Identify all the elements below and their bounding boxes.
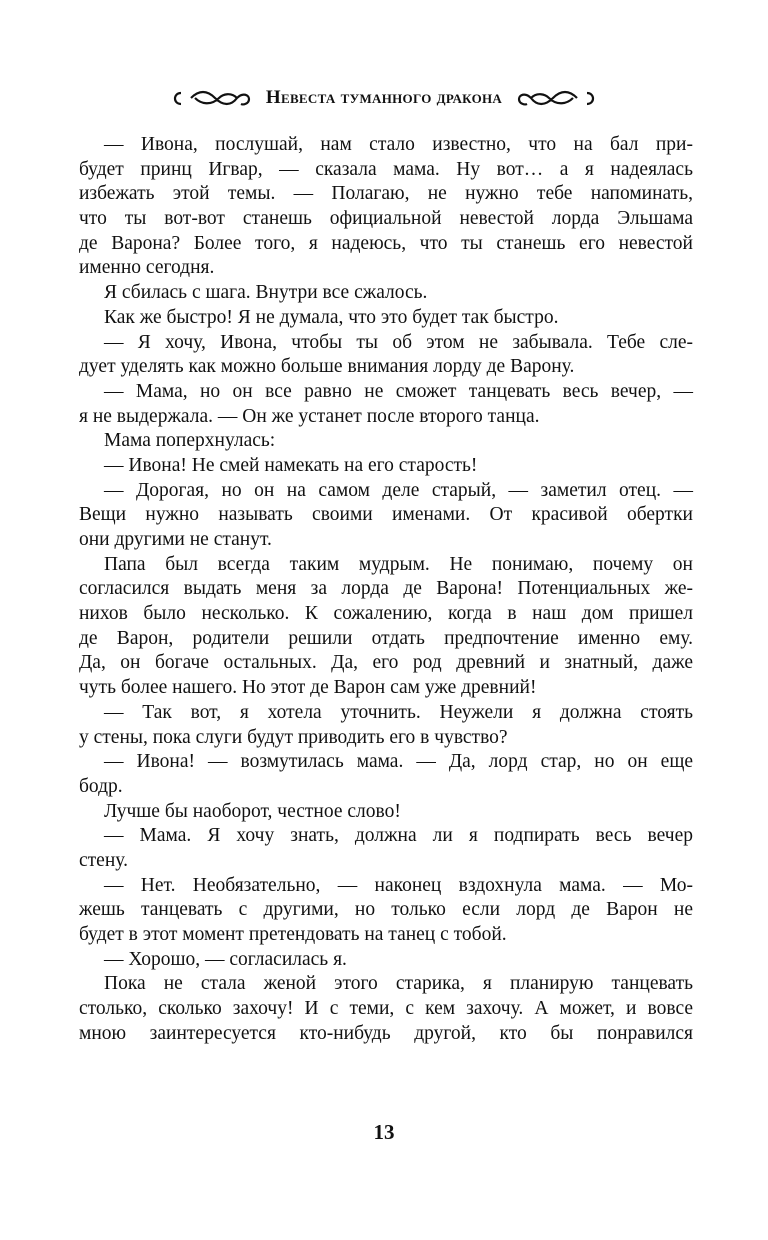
text-line: — Нет. Необязательно, — наконец вздохнула мама. — Мо-	[104, 874, 693, 896]
text-line: они другими не станут.	[79, 529, 272, 550]
text-line: у стены, пока слуги будут приводить его в чувство?	[79, 726, 508, 748]
text-line: де Варона? Более того, я надеюсь, что ты станешь его невестой	[79, 232, 693, 254]
text-line: — Дорогая, но он на самом деле старый, — заметил отец. —	[104, 479, 693, 501]
text-line: избежать этой темы. — Полагаю, не нужно тебе напоминать,	[79, 183, 693, 205]
text-line: — Ивона! — возмутилась мама. — Да, лорд стар, но он еще	[104, 751, 693, 773]
text-line: стену.	[79, 849, 128, 871]
text-line: согласился выдать меня за лорда де Варона! Потенциальных же-	[79, 578, 693, 600]
book-title: Невеста туманного дракона	[265, 86, 503, 108]
text-line: что ты вот-вот станешь официальной невестой лорда Эльшама	[79, 208, 693, 230]
text-line: Мама поперхнулась:	[104, 430, 276, 452]
text-line: — Хорошо, — согласилась я.	[104, 948, 347, 970]
text-line: бодр.	[79, 775, 123, 797]
text-line: Как же быстро! Я не думала, что это будет так быстро.	[104, 306, 559, 328]
text-line: я не выдержала. — Он же устанет после второго танца.	[79, 405, 540, 427]
text-line: Я сбилась с шага. Внутри все сжалось.	[104, 282, 428, 304]
text-line: мною заинтересуется кто-нибудь другой, кто бы понравился	[79, 1022, 693, 1044]
text-line: будет принц Игвар, — сказала мама. Ну вот… а я надеялась	[79, 158, 693, 180]
ornament-right-icon	[515, 87, 597, 109]
text-line: будет в этот момент претендовать на танец с тобой.	[79, 924, 507, 945]
text-line: столько, сколько захочу! И с теми, с кем захочу. А может, и вовсе	[79, 998, 693, 1020]
text-line: Вещи нужно называть своими именами. От красивой обертки	[79, 504, 693, 526]
text-line: Папа был всегда таким мудрым. Не понимаю, почему он	[104, 553, 693, 575]
text-line: Пока не стала женой этого старика, я планирую танцевать	[104, 973, 693, 995]
text-line: — Я хочу, Ивона, чтобы ты об этом не забывала. Тебе сле-	[104, 331, 693, 353]
text-line: — Ивона, послушай, нам стало известно, что на бал при-	[104, 134, 693, 155]
page-number: 13	[373, 1120, 395, 1144]
text-line: — Ивона! Не смей намекать на его старость!	[104, 454, 478, 476]
text-line: нихов было несколько. К сожалению, когда в наш дом пришел	[79, 603, 693, 625]
text-line: Да, он богаче остальных. Да, его род древний и знатный, даже	[79, 652, 693, 674]
text-line: именно сегодня.	[79, 257, 215, 279]
text-line: — Так вот, я хотела уточнить. Неужели я должна стоять	[104, 701, 693, 723]
text-line: жешь танцевать с другими, но только если лорд де Варон не	[79, 899, 693, 921]
text-line: чуть более нашего. Но этот де Варон сам уже древний!	[79, 677, 537, 699]
body-text	[79, 133, 693, 1046]
ornament-left-icon	[171, 87, 253, 109]
running-header	[0, 86, 768, 109]
text-line: дует уделять как можно больше внимания лорду де Варону.	[79, 356, 575, 378]
text-line: Лучше бы наоборот, честное слово!	[104, 800, 401, 822]
text-line: — Мама. Я хочу знать, должна ли я подпирать весь вечер	[104, 825, 693, 847]
text-line: де Варон, родители решили отдать предпочтение именно ему.	[79, 627, 693, 649]
text-line: — Мама, но он все равно не сможет танцевать весь вечер, —	[104, 380, 693, 402]
